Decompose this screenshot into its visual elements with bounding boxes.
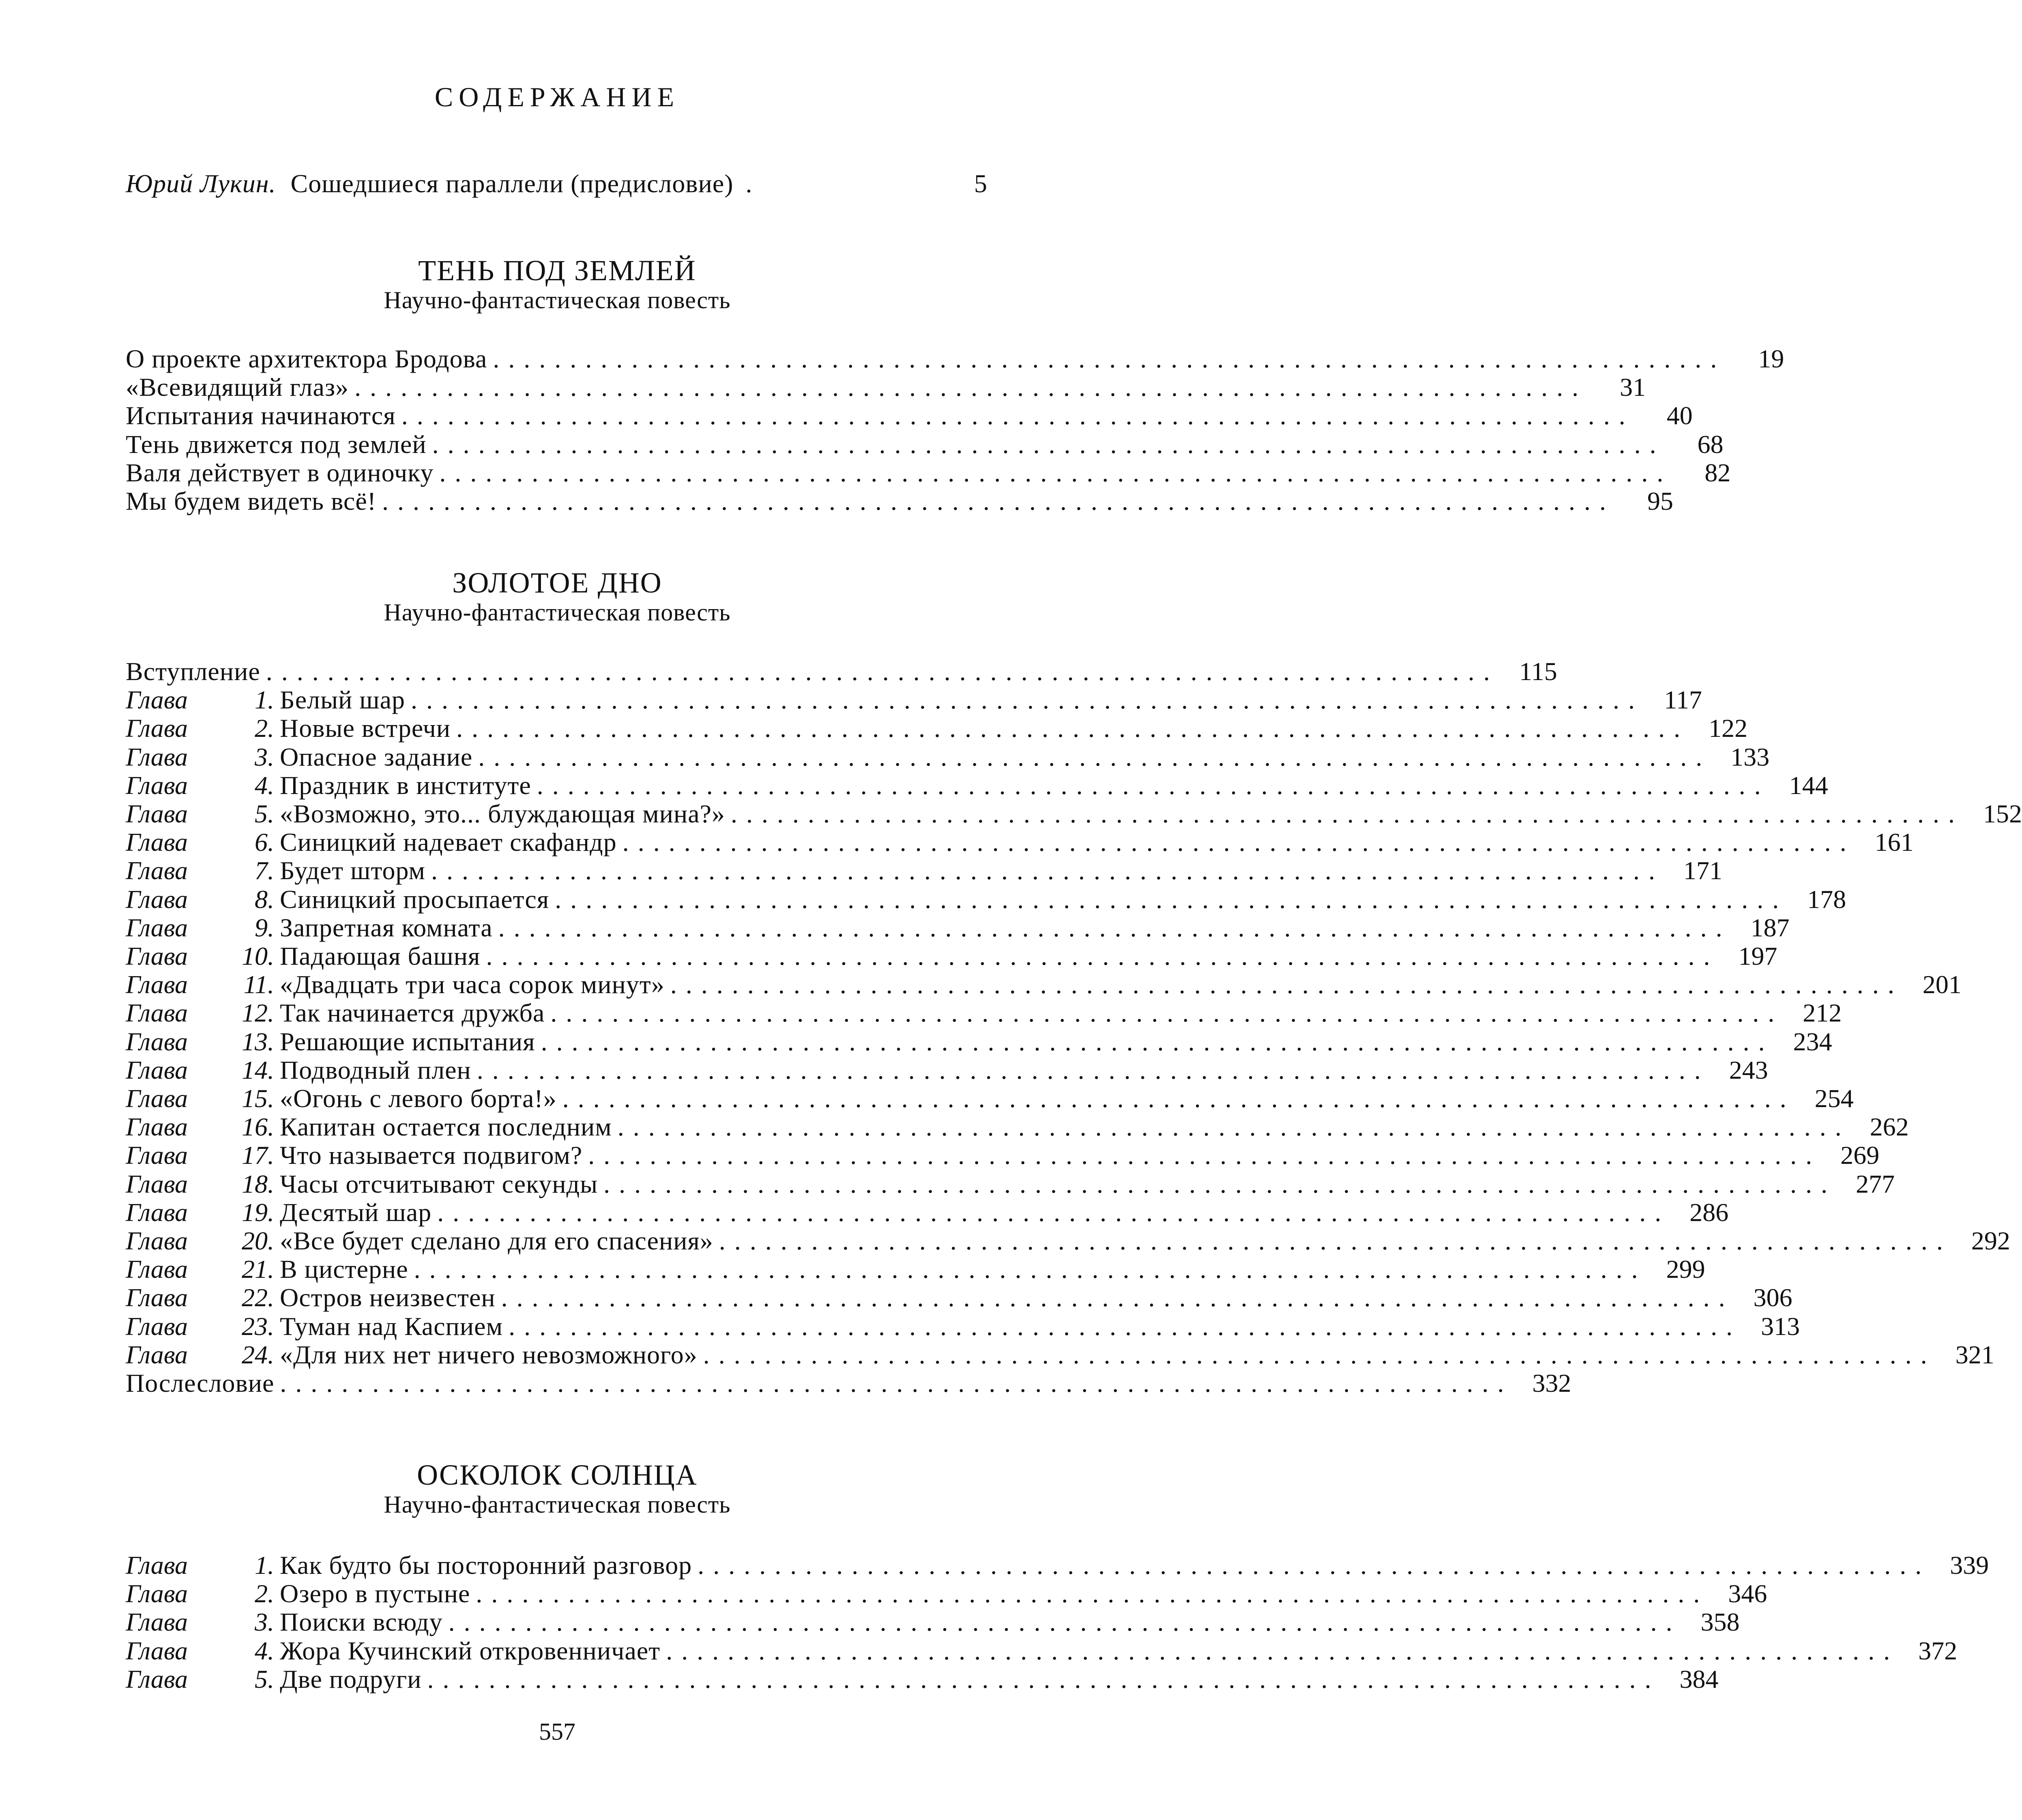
- chapter-label: [126, 1580, 280, 1608]
- dot-leader: ................................................................................: [414, 1255, 1647, 1283]
- dot-leader: ................................................................................: [719, 1226, 1952, 1255]
- toc-entry: [126, 998, 1842, 1027]
- entry-title: Белый шар: [280, 685, 406, 714]
- chapter-number: 19.: [242, 1198, 274, 1227]
- entry-title: Поиски всюду: [280, 1608, 443, 1636]
- preface-page: 5: [974, 169, 987, 198]
- chapter-word: Глава: [126, 771, 188, 800]
- chapter-number: 24.: [242, 1340, 274, 1369]
- entry-title: Опасное задание: [280, 743, 473, 771]
- entry-title: Вступление: [126, 657, 260, 686]
- preface-text-group: [126, 170, 734, 198]
- entry-title: Синицкий просыпается: [280, 885, 550, 914]
- chapter-word: Глава: [126, 1027, 188, 1056]
- entry-page: 254: [1814, 1084, 1854, 1113]
- page-number: 557: [539, 1718, 575, 1745]
- entry-page: 292: [1971, 1226, 2010, 1255]
- toc-entry: [126, 942, 1777, 970]
- toc-entry: [126, 401, 1693, 430]
- chapter-word: Глава: [126, 828, 188, 856]
- entry-page: 19: [1758, 344, 1784, 373]
- toc-entry: [126, 430, 1724, 459]
- chapter-word: Глава: [126, 1056, 188, 1084]
- chapter-label: [126, 1608, 280, 1636]
- entry-page: 384: [1679, 1665, 1719, 1693]
- chapter-label: [126, 1084, 280, 1113]
- entry-title: «Возможно, это... блуждающая мина?»: [280, 799, 726, 828]
- chapter-number: 8.: [255, 885, 274, 914]
- chapter-word: Глава: [126, 1636, 188, 1665]
- toc-entry: [126, 856, 1722, 885]
- chapter-word: Глава: [126, 1198, 188, 1227]
- entry-title: «Огонь с левого борта!»: [280, 1084, 557, 1113]
- entry-page: 171: [1683, 856, 1722, 885]
- chapter-number: 2.: [255, 1579, 274, 1608]
- toc-entry: [126, 913, 1790, 942]
- section-title: ТЕНЬ ПОД ЗЕМЛЕЙ: [418, 254, 696, 287]
- entry-title: Остров неизвестен: [280, 1283, 496, 1312]
- chapter-word: Глава: [126, 970, 188, 999]
- chapter-word: Глава: [126, 998, 188, 1027]
- chapter-word: Глава: [126, 1141, 188, 1170]
- entry-page: 321: [1955, 1340, 1994, 1369]
- toc-entry: [126, 828, 1914, 856]
- chapter-number: 2.: [255, 714, 274, 743]
- entry-page: 178: [1807, 885, 1846, 914]
- entry-page: 122: [1709, 714, 1748, 743]
- dot-leader: ................................................................................: [666, 1636, 1899, 1665]
- entry-page: 332: [1532, 1369, 1571, 1397]
- entry-page: 313: [1761, 1312, 1800, 1341]
- chapter-label: [126, 1227, 280, 1255]
- toc-entry: [126, 1226, 2010, 1255]
- toc-entry: [126, 743, 1770, 771]
- toc-entry: [126, 657, 1557, 686]
- toc-entry: [126, 1369, 1571, 1397]
- toc-entry: [126, 344, 1784, 373]
- toc-entry: [126, 1112, 1909, 1141]
- chapter-label: [126, 1665, 280, 1693]
- chapter-label: [126, 856, 280, 885]
- dot-leader: ................................................................................: [698, 1551, 1931, 1580]
- entry-page: 133: [1730, 743, 1770, 771]
- chapter-word: Глава: [126, 1226, 188, 1255]
- chapter-number: 12.: [242, 998, 274, 1027]
- entry-page: 197: [1738, 942, 1777, 970]
- entry-title: Капитан остается последним: [280, 1112, 612, 1141]
- chapter-word: Глава: [126, 1170, 188, 1198]
- dot-leader: ................................................................................: [280, 1369, 1513, 1397]
- dot-leader: ................................................................................: [476, 1579, 1709, 1608]
- entry-page: 161: [1874, 828, 1914, 856]
- dot-leader: ................................................................................: [509, 1312, 1742, 1341]
- dot-leader: ................................................................................: [477, 1056, 1710, 1084]
- chapter-word: Глава: [126, 743, 188, 771]
- chapter-label: [126, 914, 280, 942]
- entry-page: 95: [1647, 487, 1674, 515]
- chapter-number: 22.: [242, 1283, 274, 1312]
- entry-title: Валя действует в одиночку: [126, 458, 434, 487]
- entry-page: 152: [1983, 799, 2022, 828]
- chapter-label: [126, 1113, 280, 1141]
- chapter-word: Глава: [126, 1608, 188, 1636]
- entry-page: 277: [1856, 1170, 1895, 1198]
- toc-entry: [126, 685, 1702, 714]
- chapter-word: Глава: [126, 942, 188, 970]
- entry-page: 115: [1519, 657, 1557, 686]
- chapter-word: Глава: [126, 1255, 188, 1283]
- chapter-word: Глава: [126, 913, 188, 942]
- chapter-number: 20.: [242, 1226, 274, 1255]
- entry-page: 31: [1620, 373, 1646, 401]
- chapter-label: [126, 1028, 280, 1056]
- dot-leader: ................................................................................: [427, 1665, 1660, 1693]
- dot-leader: ................................................................................: [439, 458, 1672, 487]
- chapter-word: Глава: [126, 1312, 188, 1341]
- toc-entry: [126, 1056, 1768, 1084]
- chapter-word: Глава: [126, 1283, 188, 1312]
- entry-title: «Всевидящий глаз»: [126, 373, 349, 401]
- entry-title: Что называется подвигом?: [280, 1141, 583, 1170]
- chapter-number: 1.: [255, 685, 274, 714]
- toc-entry: [126, 1198, 1729, 1227]
- chapter-label: [126, 970, 280, 999]
- entry-page: 286: [1689, 1198, 1729, 1227]
- chapter-number: 13.: [242, 1027, 274, 1056]
- chapter-label: [126, 1283, 280, 1312]
- entry-page: 201: [1922, 970, 1962, 999]
- chapter-label: [126, 999, 280, 1027]
- entry-title: «Двадцать три часа сорок минут»: [280, 970, 665, 999]
- dot-leader: ................................................................................: [703, 1340, 1936, 1369]
- entry-title: В цистерне: [280, 1255, 408, 1283]
- toc-entry: [126, 1084, 1854, 1113]
- chapter-number: 7.: [255, 856, 274, 885]
- page-title: СОДЕРЖАНИЕ: [434, 82, 680, 112]
- entry-title: Часы отсчитывают секунды: [280, 1170, 598, 1198]
- toc-entry: [126, 714, 1748, 743]
- entry-title: Две подруги: [280, 1665, 422, 1693]
- dot-leader: ................................................................................: [493, 344, 1726, 373]
- entry-title: Жора Кучинский откровенничает: [280, 1636, 661, 1665]
- chapter-number: 1.: [255, 1551, 274, 1580]
- entry-page: 372: [1918, 1636, 1958, 1665]
- dot-leader: ................................................................................: [622, 828, 1855, 856]
- chapter-label: [126, 1170, 280, 1198]
- dot-leader: ................................................................................: [448, 1608, 1681, 1636]
- chapter-number: 3.: [255, 743, 274, 771]
- chapter-number: 18.: [242, 1170, 274, 1198]
- toc-entry: [126, 1312, 1800, 1341]
- chapter-label: [126, 1637, 280, 1665]
- chapter-label: [126, 1198, 280, 1227]
- chapter-word: Глава: [126, 714, 188, 743]
- chapter-word: Глава: [126, 1579, 188, 1608]
- chapter-number: 5.: [255, 1665, 274, 1693]
- chapter-label: [126, 885, 280, 914]
- dot-leader: ................................................................................: [437, 1198, 1670, 1227]
- entry-page: 269: [1840, 1141, 1880, 1170]
- dot-leader: ................................................................................: [603, 1170, 1837, 1198]
- toc-entry: [126, 799, 2022, 828]
- chapter-word: Глава: [126, 856, 188, 885]
- entry-page: 117: [1664, 685, 1702, 714]
- section-title: ОСКОЛОК СОЛНЦА: [417, 1459, 698, 1491]
- chapter-number: 5.: [255, 799, 274, 828]
- toc-entry: [126, 1283, 1792, 1312]
- dot-leader: ................................................................................: [411, 685, 1644, 714]
- chapter-number: 16.: [242, 1112, 274, 1141]
- chapter-number: 4.: [255, 771, 274, 800]
- chapter-label: [126, 714, 280, 743]
- chapter-label: [126, 1141, 280, 1170]
- chapter-label: [126, 828, 280, 856]
- entry-title: Как будто бы посторонний разговор: [280, 1551, 692, 1580]
- chapter-label: [126, 686, 280, 714]
- toc-entry: [126, 1027, 1832, 1056]
- dot-leader: ................................................................................: [562, 1084, 1795, 1113]
- chapter-word: Глава: [126, 1551, 188, 1580]
- toc-entry: [126, 1340, 1994, 1369]
- entry-page: 306: [1753, 1283, 1792, 1312]
- dot-leader: .: [745, 169, 761, 198]
- chapter-number: 17.: [242, 1141, 274, 1170]
- entry-page: 68: [1697, 430, 1724, 459]
- dot-leader: ................................................................................: [486, 942, 1719, 970]
- dot-leader: ................................................................................: [401, 401, 1634, 430]
- toc-entry: [126, 487, 1674, 515]
- chapter-word: Глава: [126, 1084, 188, 1113]
- entry-title: Будет шторм: [280, 856, 425, 885]
- entry-title: Падающая башня: [280, 942, 481, 970]
- dot-leader: ................................................................................: [550, 998, 1784, 1027]
- entry-page: 346: [1728, 1579, 1767, 1608]
- dot-leader: ................................................................................: [382, 487, 1615, 515]
- chapter-label: [126, 800, 280, 828]
- toc-entry: [126, 885, 1846, 914]
- entry-title: Решающие испытания: [280, 1027, 535, 1056]
- entry-page: 144: [1789, 771, 1828, 800]
- chapter-label: [126, 1341, 280, 1369]
- entry-page: 187: [1750, 913, 1790, 942]
- chapter-word: Глава: [126, 885, 188, 914]
- entry-title: «Все будет сделано для его спасения»: [280, 1226, 713, 1255]
- dot-leader: ................................................................................: [456, 714, 1689, 743]
- chapter-word: Глава: [126, 685, 188, 714]
- chapter-word: Глава: [126, 1112, 188, 1141]
- entry-title: Туман над Каспием: [280, 1312, 503, 1341]
- chapter-label: [126, 1056, 280, 1084]
- entry-title: Синицкий надевает скафандр: [280, 828, 617, 856]
- dot-leader: ................................................................................: [541, 1027, 1774, 1056]
- dot-leader: ................................................................................: [498, 913, 1731, 942]
- entry-title: «Для них нет ничего невозможного»: [280, 1340, 698, 1369]
- entry-title: Послесловие: [126, 1369, 275, 1397]
- chapter-number: 15.: [242, 1084, 274, 1113]
- toc-entry: [126, 1579, 1767, 1608]
- toc-entry: [126, 1170, 1895, 1198]
- dot-leader: ................................................................................: [432, 430, 1665, 459]
- entry-title: О проекте архитектора Бродова: [126, 344, 487, 373]
- preface-title: Сошедшиеся параллели (предисловие): [290, 169, 734, 198]
- toc-entry: [126, 771, 1828, 800]
- chapter-word: Глава: [126, 1665, 188, 1693]
- toc-entry: [126, 1608, 1740, 1636]
- toc-entry: [126, 458, 1731, 487]
- chapter-number: 3.: [255, 1608, 274, 1636]
- section-subtitle: Научно-фантастическая повесть: [384, 599, 731, 626]
- chapter-label: [126, 771, 280, 800]
- entry-title: Испытания начинаются: [126, 401, 396, 430]
- preface-entry: [126, 170, 987, 198]
- chapter-number: 10.: [242, 942, 274, 970]
- chapter-number: 11.: [243, 970, 274, 999]
- section-title: ЗОЛОТОЕ ДНО: [452, 567, 662, 599]
- chapter-number: 4.: [255, 1636, 274, 1665]
- entry-title: Тень движется под землей: [126, 430, 427, 459]
- chapter-label: [126, 743, 280, 771]
- toc-entry: [126, 1255, 1705, 1283]
- toc-entry: [126, 1551, 1989, 1580]
- chapter-number: 6.: [255, 828, 274, 856]
- toc-entry: [126, 373, 1646, 401]
- entry-page: 262: [1870, 1112, 1909, 1141]
- chapter-label: [126, 1255, 280, 1283]
- entry-page: 299: [1666, 1255, 1705, 1283]
- chapter-number: 9.: [255, 913, 274, 942]
- chapter-label: [126, 1312, 280, 1341]
- chapter-word: Глава: [126, 799, 188, 828]
- chapter-number: 21.: [242, 1255, 274, 1283]
- dot-leader: ................................................................................: [617, 1112, 1850, 1141]
- entry-page: 234: [1793, 1027, 1832, 1056]
- entry-page: 82: [1704, 458, 1731, 487]
- entry-title: Так начинается дружба: [280, 998, 545, 1027]
- dot-leader: ................................................................................: [537, 771, 1770, 800]
- entry-page: 358: [1700, 1608, 1740, 1636]
- dot-leader: ................................................................................: [431, 856, 1664, 885]
- chapter-number: 14.: [242, 1056, 274, 1084]
- entry-title: Подводный плен: [280, 1056, 471, 1084]
- entry-page: 243: [1729, 1056, 1768, 1084]
- chapter-label: [126, 1551, 280, 1580]
- toc-entry: [126, 970, 1962, 999]
- entry-title: Десятый шар: [280, 1198, 432, 1227]
- chapter-label: [126, 942, 280, 970]
- chapter-number: 23.: [242, 1312, 274, 1341]
- entry-title: Запретная комната: [280, 913, 493, 942]
- entry-page: 40: [1666, 401, 1693, 430]
- dot-leader: ................................................................................: [670, 970, 1903, 999]
- section-subtitle: Научно-фантастическая повесть: [384, 287, 731, 313]
- entry-title: Новые встречи: [280, 714, 451, 743]
- dot-leader: ................................................................................: [478, 743, 1711, 771]
- dot-leader: ................................................................................: [555, 885, 1788, 914]
- dot-leader: ................................................................................: [266, 657, 1499, 686]
- section-subtitle: Научно-фантастическая повесть: [384, 1491, 731, 1518]
- toc-entry: [126, 1636, 1958, 1665]
- dot-leader: ................................................................................: [501, 1283, 1734, 1312]
- dot-leader: ................................................................................: [354, 373, 1588, 401]
- entry-title: Праздник в институте: [280, 771, 531, 800]
- entry-page: 212: [1803, 998, 1842, 1027]
- chapter-word: Глава: [126, 1340, 188, 1369]
- entry-title: Мы будем видеть всё!: [126, 487, 377, 515]
- preface-author: Юрий Лукин.: [126, 169, 276, 198]
- entry-page: 339: [1950, 1551, 1989, 1580]
- toc-entry: [126, 1141, 1880, 1170]
- dot-leader: ................................................................................: [731, 799, 1964, 828]
- dot-leader: ................................................................................: [588, 1141, 1821, 1170]
- toc-entry: [126, 1665, 1719, 1693]
- entry-title: Озеро в пустыне: [280, 1579, 470, 1608]
